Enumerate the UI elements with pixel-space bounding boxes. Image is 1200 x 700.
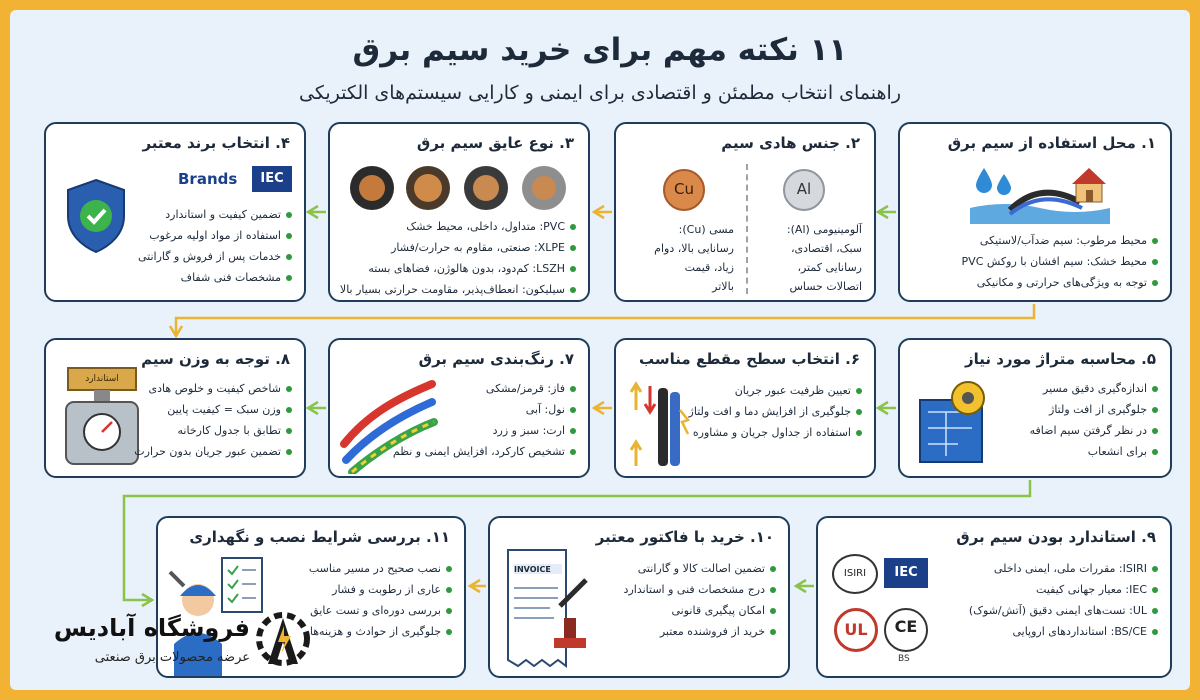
list-item: تضمین اصالت کالا و گارانتی bbox=[624, 558, 776, 579]
list-item: عاری از رطوبت و فشار bbox=[309, 579, 452, 600]
card-title: ۶. انتخاب سطح مقطع مناسب bbox=[639, 350, 860, 368]
list-item: جلوگیری از افت ولتاژ bbox=[1030, 399, 1158, 420]
card-title: ۲. جنس هادی سیم bbox=[721, 134, 860, 152]
brands-label: Brands bbox=[178, 170, 238, 188]
copper-column: مسی (Cu): رسانایی بالا، دوام زیاد، قیمت بالاتر bbox=[654, 223, 734, 293]
card-title: ۱۰. خرید با فاکتور معتبر bbox=[595, 528, 774, 546]
list-item: محیط خشک: سیم افشان با روکش PVC bbox=[962, 251, 1158, 272]
list-item: XLPE: صنعتی، مقاوم به حرارت/فشار bbox=[340, 237, 576, 258]
list-item: شاخص کیفیت و خلوص هادی bbox=[134, 378, 292, 399]
card-title: ۴. انتخاب برند معتبر bbox=[142, 134, 290, 152]
bs-label: BS bbox=[898, 654, 910, 664]
ul-badge: UL bbox=[834, 608, 878, 652]
list-item: امکان پیگیری قانونی bbox=[624, 600, 776, 621]
list-item: ISIRI: مقررات ملی، ایمنی داخلی bbox=[969, 558, 1158, 579]
list-item: IEC: معیار جهانی کیفیت bbox=[969, 579, 1158, 600]
list-item: وزن سبک = کیفیت پایین bbox=[134, 399, 292, 420]
store-tagline: عرضه محصولات برق صنعتی bbox=[94, 650, 250, 665]
iec-badge: IEC bbox=[252, 166, 292, 192]
list-item: تعیین ظرفیت عبور جریان bbox=[689, 380, 862, 401]
list-item: درج مشخصات فنی و استاندارد bbox=[624, 579, 776, 600]
list-item-continuation: برای انشعاب bbox=[1030, 441, 1158, 462]
ce-badge: CE bbox=[884, 608, 928, 652]
list-item: خدمات پس از فروش و گارانتی bbox=[138, 246, 292, 267]
aluminum-column: آلومینیومی (Al): سبک، اقتصادی، رسانایی کمتر، اتصالات حساس bbox=[786, 223, 862, 293]
list-item: توجه به ویژگی‌های حرارتی و مکانیکی bbox=[962, 272, 1158, 293]
list-item: سیلیکون: انعطاف‌پذیر، مقاومت حرارتی بسیار بالا bbox=[340, 279, 576, 300]
list-item: PVC: متداول، داخلی، محیط خشک bbox=[340, 216, 576, 237]
list-item: تضمین عبور جریان بدون حرارت bbox=[134, 441, 292, 462]
card-title: ۵. محاسبه متراژ مورد نیاز bbox=[964, 350, 1156, 368]
list-item: ارت: سبز و زرد bbox=[393, 420, 576, 441]
list-item: استفاده از مواد اولیه مرغوب bbox=[138, 225, 292, 246]
list-item: تشخیص کارکرد، افزایش ایمنی و نظم bbox=[393, 441, 576, 462]
copper-symbol: Cu bbox=[674, 180, 694, 198]
list-item: UL: تست‌های ایمنی دقیق (آتش/شوک) bbox=[969, 600, 1158, 621]
list-item: استفاده از جداول جریان و مشاوره bbox=[689, 422, 862, 443]
list-item: در نظر گرفتن سیم اضافه bbox=[1030, 420, 1158, 441]
page-subtitle: راهنمای انتخاب مطمئن و اقتصادی برای ایمنی و کارایی سیستم‌های الکتریکی bbox=[299, 82, 901, 104]
lightning-logo-icon bbox=[254, 608, 312, 670]
list-item: محیط مرطوب: سیم ضدآب/لاستیکی bbox=[962, 230, 1158, 251]
list-item: LSZH: کم‌دود، بدون هالوژن، فضاهای بسته bbox=[340, 258, 576, 279]
list-item: نول: آبی bbox=[393, 399, 576, 420]
list-item: فاز: قرمز/مشکی bbox=[393, 378, 576, 399]
list-item: نصب صحیح در مسیر مناسب bbox=[309, 558, 452, 579]
store-name: فروشگاه آبادیس bbox=[53, 614, 250, 642]
scale-label: استاندارد bbox=[85, 374, 119, 384]
store-logo bbox=[18, 600, 318, 680]
list-item: BS/CE: استانداردهای اروپایی bbox=[969, 621, 1158, 642]
list-item: جلوگیری از افزایش دما و افت ولتاژ bbox=[689, 401, 862, 422]
list-item: تضمین کیفیت و استاندارد bbox=[138, 204, 292, 225]
card-title: ۷. رنگ‌بندی سیم برق bbox=[418, 350, 574, 368]
list-item: بررسی دوره‌ای و تست عایق bbox=[309, 600, 452, 621]
aluminum-symbol: Al bbox=[796, 180, 812, 198]
list-item: تطابق با جدول کارخانه bbox=[134, 420, 292, 441]
list-item: اندازه‌گیری دقیق مسیر bbox=[1030, 378, 1158, 399]
card-title: ۳. نوع عایق سیم برق bbox=[416, 134, 574, 152]
card-title: ۹. استاندارد بودن سیم برق bbox=[956, 528, 1156, 546]
invoice-label: INVOICE bbox=[514, 565, 551, 574]
list-item: جلوگیری از حوادث و هزینه‌ها bbox=[309, 621, 452, 642]
list-item: مشخصات فنی شفاف bbox=[138, 267, 292, 288]
card-title: ۸. توجه به وزن سیم bbox=[141, 350, 290, 368]
isiri-badge: ISIRI bbox=[832, 554, 878, 594]
list-item: خرید از فروشنده معتبر bbox=[624, 621, 776, 642]
card-title: ۱۱. بررسی شرایط نصب و نگهداری bbox=[189, 528, 450, 546]
page-title: ۱۱ نکته مهم برای خرید سیم برق bbox=[352, 32, 848, 68]
card-title: ۱. محل استفاده از سیم برق bbox=[947, 134, 1156, 152]
iec-badge: IEC bbox=[884, 558, 928, 588]
